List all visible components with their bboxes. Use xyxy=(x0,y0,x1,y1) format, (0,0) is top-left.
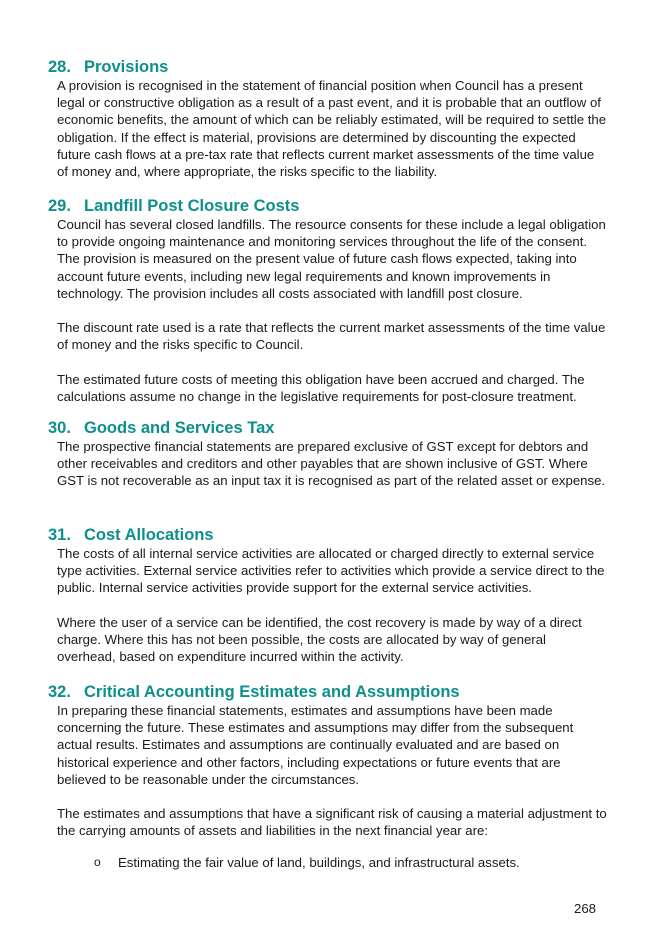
paragraph: A provision is recognised in the statement of financial position when Council has a present legal or constructive obligation as a result of a past event, and it is probable that an outflow of economic benefits, the amount of which can be reliably estimated, will be required to settle the obligation. If the effect is material, provisions are determined by discounting the expected future cash flows at a pre-tax rate that reflects current market assessments of the time value of money and, where appropriate, the risks specific to the liability. xyxy=(57,78,607,180)
section-number: 30. xyxy=(48,419,71,437)
paragraph: The estimates and assumptions that have a significant risk of causing a material adjustment to the carrying amounts of assets and liabilities in the next financial year are: xyxy=(57,806,607,839)
list-item-text: Estimating the fair value of land, buildings, and infrastructural assets. xyxy=(118,855,520,870)
section-number: 29. xyxy=(48,197,71,215)
section-title: Cost Allocations xyxy=(84,526,214,544)
paragraph: In preparing these financial statements, estimates and assumptions have been made concerning the future. These estimates and assumptions may differ from the subsequent actual results. Estimates and assumptions are continually evaluated and are based on historical experience and other factors, including expectations or future events that are believed to be reasonable under the circumstances. xyxy=(57,703,574,787)
section-title: Critical Accounting Estimates and Assumptions xyxy=(84,683,460,701)
section-number: 28. xyxy=(48,58,71,76)
list-item xyxy=(94,854,520,871)
section-title: Landfill Post Closure Costs xyxy=(84,197,300,215)
section-provisions xyxy=(48,57,608,180)
section-landfill-post-closure-costs xyxy=(48,196,608,405)
page-number: 268 xyxy=(574,901,597,916)
paragraph: The discount rate used is a rate that reflects the current market assessments of the time value of money and the risks specific to Council. xyxy=(57,320,606,353)
section-cost-allocations xyxy=(48,525,608,665)
section-heading xyxy=(48,682,608,702)
paragraph: The estimated future costs of meeting this obligation have been accrued and charged. The calculations assume no change in the legislative requirements for post-closure treatment. xyxy=(57,371,585,404)
bullet-marker: o xyxy=(94,855,101,869)
section-number: 31. xyxy=(48,526,71,544)
section-goods-and-services-tax xyxy=(48,418,608,490)
section-title: Goods and Services Tax xyxy=(84,419,275,437)
paragraph: The prospective financial statements are prepared exclusive of GST except for debtors and other receivables and creditors and other payables that are shown inclusive of GST. Where GST is not recoverable as an input tax it is recognised as part of the related asset or expense. xyxy=(57,439,606,489)
section-number: 32. xyxy=(48,683,71,701)
section-heading xyxy=(48,57,608,77)
section-heading xyxy=(48,525,608,545)
section-title: Provisions xyxy=(84,58,169,76)
section-heading xyxy=(48,196,608,216)
section-heading xyxy=(48,418,608,438)
section-critical-accounting-estimates xyxy=(48,682,608,840)
paragraph: The costs of all internal service activities are allocated or charged directly to external service type activities. External service activities refer to activities which provide a service direct to the public. Internal service activities provide support for the external service activities. xyxy=(57,546,605,596)
paragraph: Council has several closed landfills. The resource consents for these include a legal obligation to provide ongoing maintenance and monitoring services throughout the life of the consent. The provision is measured on the present value of future cash flows expected, taking into account future events, including new legal requirements and known improvements in technology. The provision includes all costs associated with landfill post closure. xyxy=(57,217,606,301)
paragraph: Where the user of a service can be identified, the cost recovery is made by way of a direct charge. Where this has not been possible, the costs are allocated by way of general overhead, based on expenditure incurred within the activity. xyxy=(57,614,582,665)
